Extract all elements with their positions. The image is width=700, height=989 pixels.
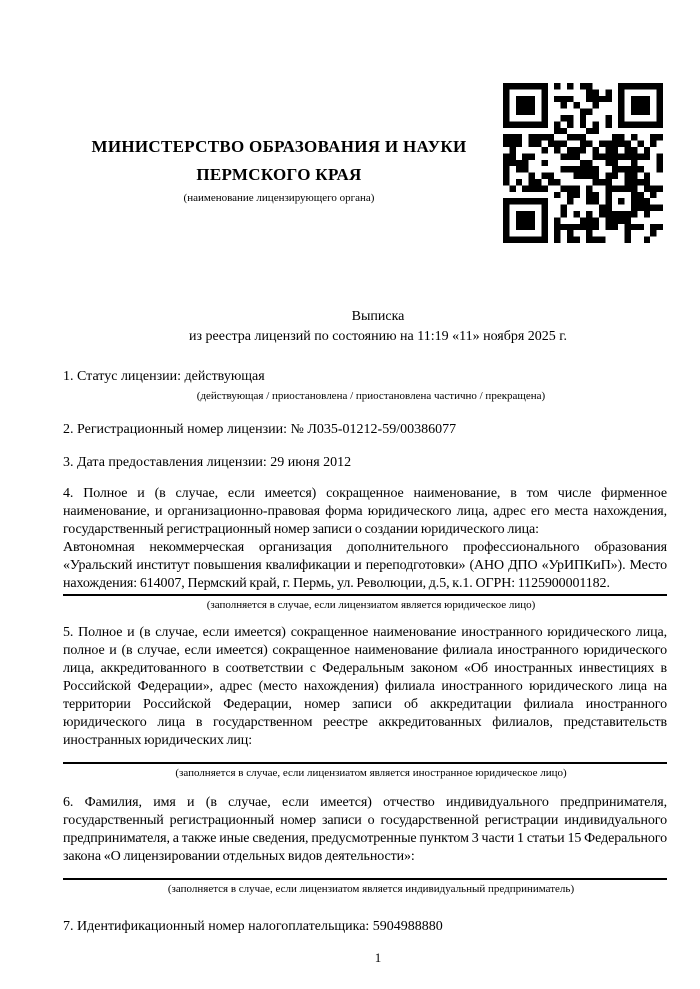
legal-entity-prompt: 4. Полное и (в случае, если имеется) сокращенное наименование, в том числе фирменное наименование, и организационно-правовая форма юридического лица, адрес его места нахождения, государственный регистрационный номер записи о создании юридического лица: bbox=[63, 485, 667, 537]
foreign-entity-value bbox=[63, 750, 667, 761]
individual-entrepreneur-prompt: 6. Фамилия, имя и (в случае, если имеется) отчество индивидуального предпринимателя, государственный регистрационный номер записи о государственной регистрации индивидуального предпринимателя, а также иные сведения, предусмотренные пунктом 3 части 1 статьи 15 Федерального закона «О лицензировании отдельных видов деятельности»: bbox=[63, 794, 667, 864]
individual-entrepreneur-value bbox=[63, 866, 667, 877]
extract-title-block bbox=[63, 307, 667, 347]
item-grant-date bbox=[63, 454, 667, 473]
individual-entrepreneur-fill-line bbox=[63, 878, 667, 880]
ministry-name-line2: ПЕРМСКОГО КРАЯ bbox=[196, 165, 362, 184]
item-license-status bbox=[63, 368, 667, 403]
foreign-entity-caption: (заполняется в случае, если лицензиатом является иностранное юридическое лицо) bbox=[175, 766, 567, 779]
licensing-authority-header bbox=[63, 133, 495, 205]
item-individual-entrepreneur bbox=[63, 794, 667, 896]
registration-number-text: 2. Регистрационный номер лицензии: № Л035-01212-59/00386077 bbox=[63, 421, 457, 437]
licensing-authority-caption: (наименование лицензирующего органа) bbox=[183, 192, 375, 204]
grant-date-text: 3. Дата предоставления лицензии: 29 июня 2012 bbox=[63, 455, 352, 470]
item-registration-number bbox=[63, 421, 667, 440]
page-number: 1 bbox=[374, 950, 382, 965]
item-legal-entity bbox=[63, 485, 667, 612]
item-taxpayer-number bbox=[63, 918, 667, 937]
extract-title: Выписка bbox=[351, 309, 405, 324]
foreign-entity-fill-line bbox=[63, 762, 667, 764]
license-status-text: 1. Статус лицензии: действующая bbox=[63, 369, 265, 384]
individual-entrepreneur-caption: (заполняется в случае, если лицензиатом является индивидуальный предприниматель) bbox=[167, 882, 575, 895]
ministry-name-line1: МИНИСТЕРСТВО ОБРАЗОВАНИЯ И НАУКИ bbox=[91, 137, 467, 156]
legal-entity-fill-line bbox=[63, 594, 667, 596]
document-body bbox=[63, 0, 667, 966]
legal-entity-value: Автономная некоммерческая организация дополнительного профессионального образования «Уральский институт повышения квалификации и переподготовки» (АНО ДПО «УрИПКиП»). Место нахождения: 614007, Пермский край, г. Пермь, ул. Революции, д.5, к.1. ОГРН: 1125900001182. bbox=[63, 539, 667, 591]
taxpayer-number-text: 7. Идентификационный номер налогоплательщика: 5904988880 bbox=[63, 918, 443, 934]
license-status-options-caption: (действующая / приостановлена / приостановлена частично / прекращена) bbox=[196, 389, 546, 402]
item-foreign-entity bbox=[63, 624, 667, 780]
foreign-entity-prompt: 5. Полное и (в случае, если имеется) сокращенное наименование иностранного юридического лица, полное и (в случае, если имеется) сокращенное наименование филиала иностранного юридического лица, аккредитованного в соответствии с Федеральным законом «Об иностранных инвестициях в Российской Федерации», адрес (место нахождения) филиала иностранного юридического лица на территории Российской Федерации, номер записи об аккредитации филиала иностранного юридического лица в государственном реестре аккредитованных филиалов, представительств иностранных юридических лиц: bbox=[63, 624, 667, 748]
legal-entity-caption: (заполняется в случае, если лицензиатом является юридическое лицо) bbox=[206, 598, 536, 611]
extract-date-line: из реестра лицензий по состоянию на 11:19 «11» ноября 2025 г. bbox=[189, 329, 567, 344]
